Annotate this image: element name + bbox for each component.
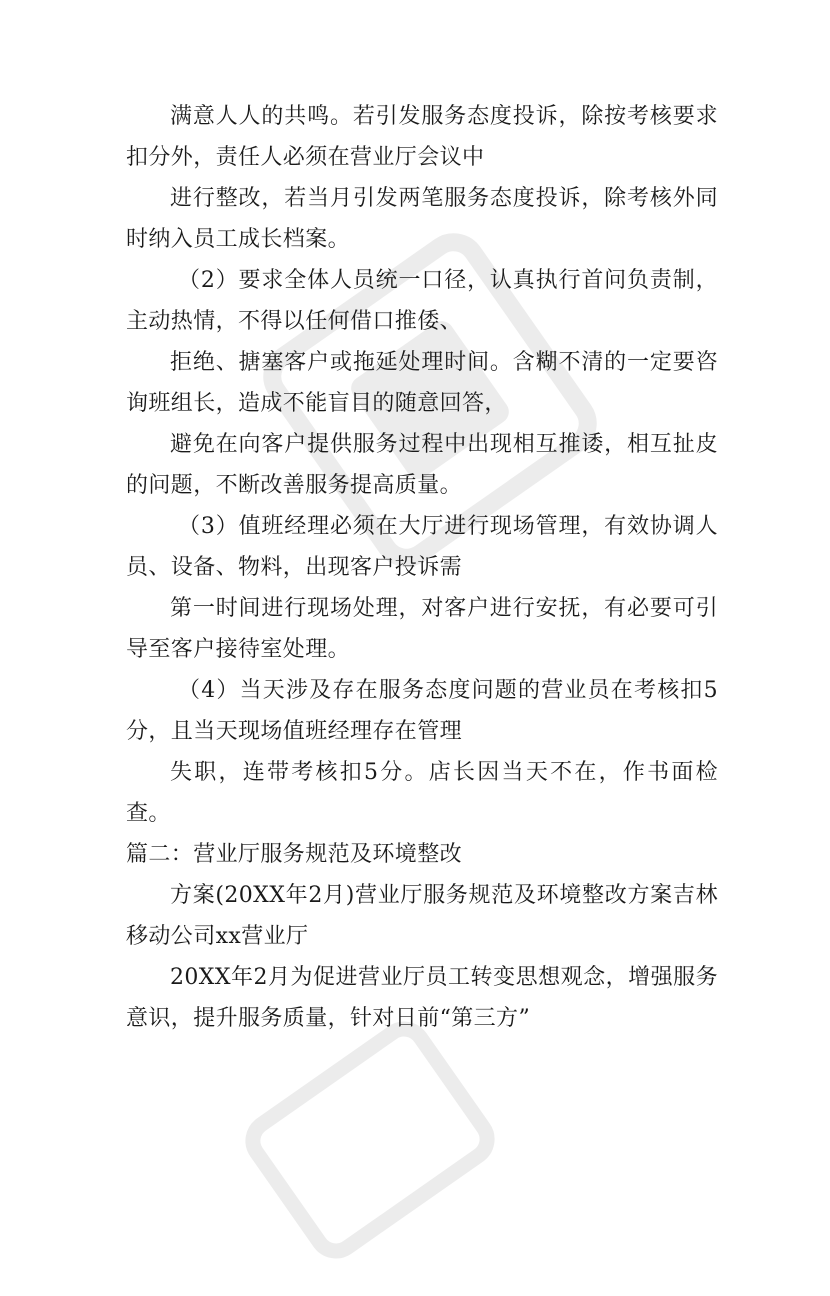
section-heading: 篇二：营业厅服务规范及环境整改 [126, 842, 463, 867]
paragraph-8: （4）当天涉及存在服务态度问题的营业员在考核扣5分，且当天现场值班经理存在管理 [126, 678, 718, 744]
paragraph-11: 方案(20XX年2月)营业厅服务规范及环境整改方案吉林移动公司xx营业厅 [126, 883, 718, 949]
paragraph-9: 失职，连带考核扣5分。店长因当天不在，作书面检查。 [126, 760, 718, 826]
paragraph-5: 避免在向客户提供服务过程中出现相互推诿，相互扯皮的问题，不断改善服务提高质量。 [126, 432, 718, 498]
paragraph-12: 20XX年2月为促进营业厅员工转变思想观念，增强服务意识，提升服务质量，针对日前“第三方” [126, 965, 718, 1031]
paragraph-3: （2）要求全体人员统一口径，认真执行首问负责制，主动热情，不得以任何借口推倭、 [126, 268, 718, 334]
paragraph-6: （3）值班经理必须在大厅进行现场管理，有效协调人员、设备、物料，出现客户投诉需 [126, 514, 718, 580]
paragraph-1: 满意人人的共鸣。若引发服务态度投诉，除按考核要求扣分外，责任人必须在营业厅会议中 [126, 104, 718, 170]
document-body [126, 96, 718, 1039]
paragraph-4: 拒绝、搪塞客户或拖延处理时间。含糊不清的一定要咨询班组长，造成不能盲目的随意回答， [126, 350, 718, 416]
paragraph-2: 进行整改，若当月引发两笔服务态度投诉，除考核外同时纳入员工成长档案。 [126, 186, 718, 252]
paragraph-7: 第一时间进行现场处理，对客户进行安抚，有必要可引导至客户接待室处理。 [126, 596, 718, 662]
